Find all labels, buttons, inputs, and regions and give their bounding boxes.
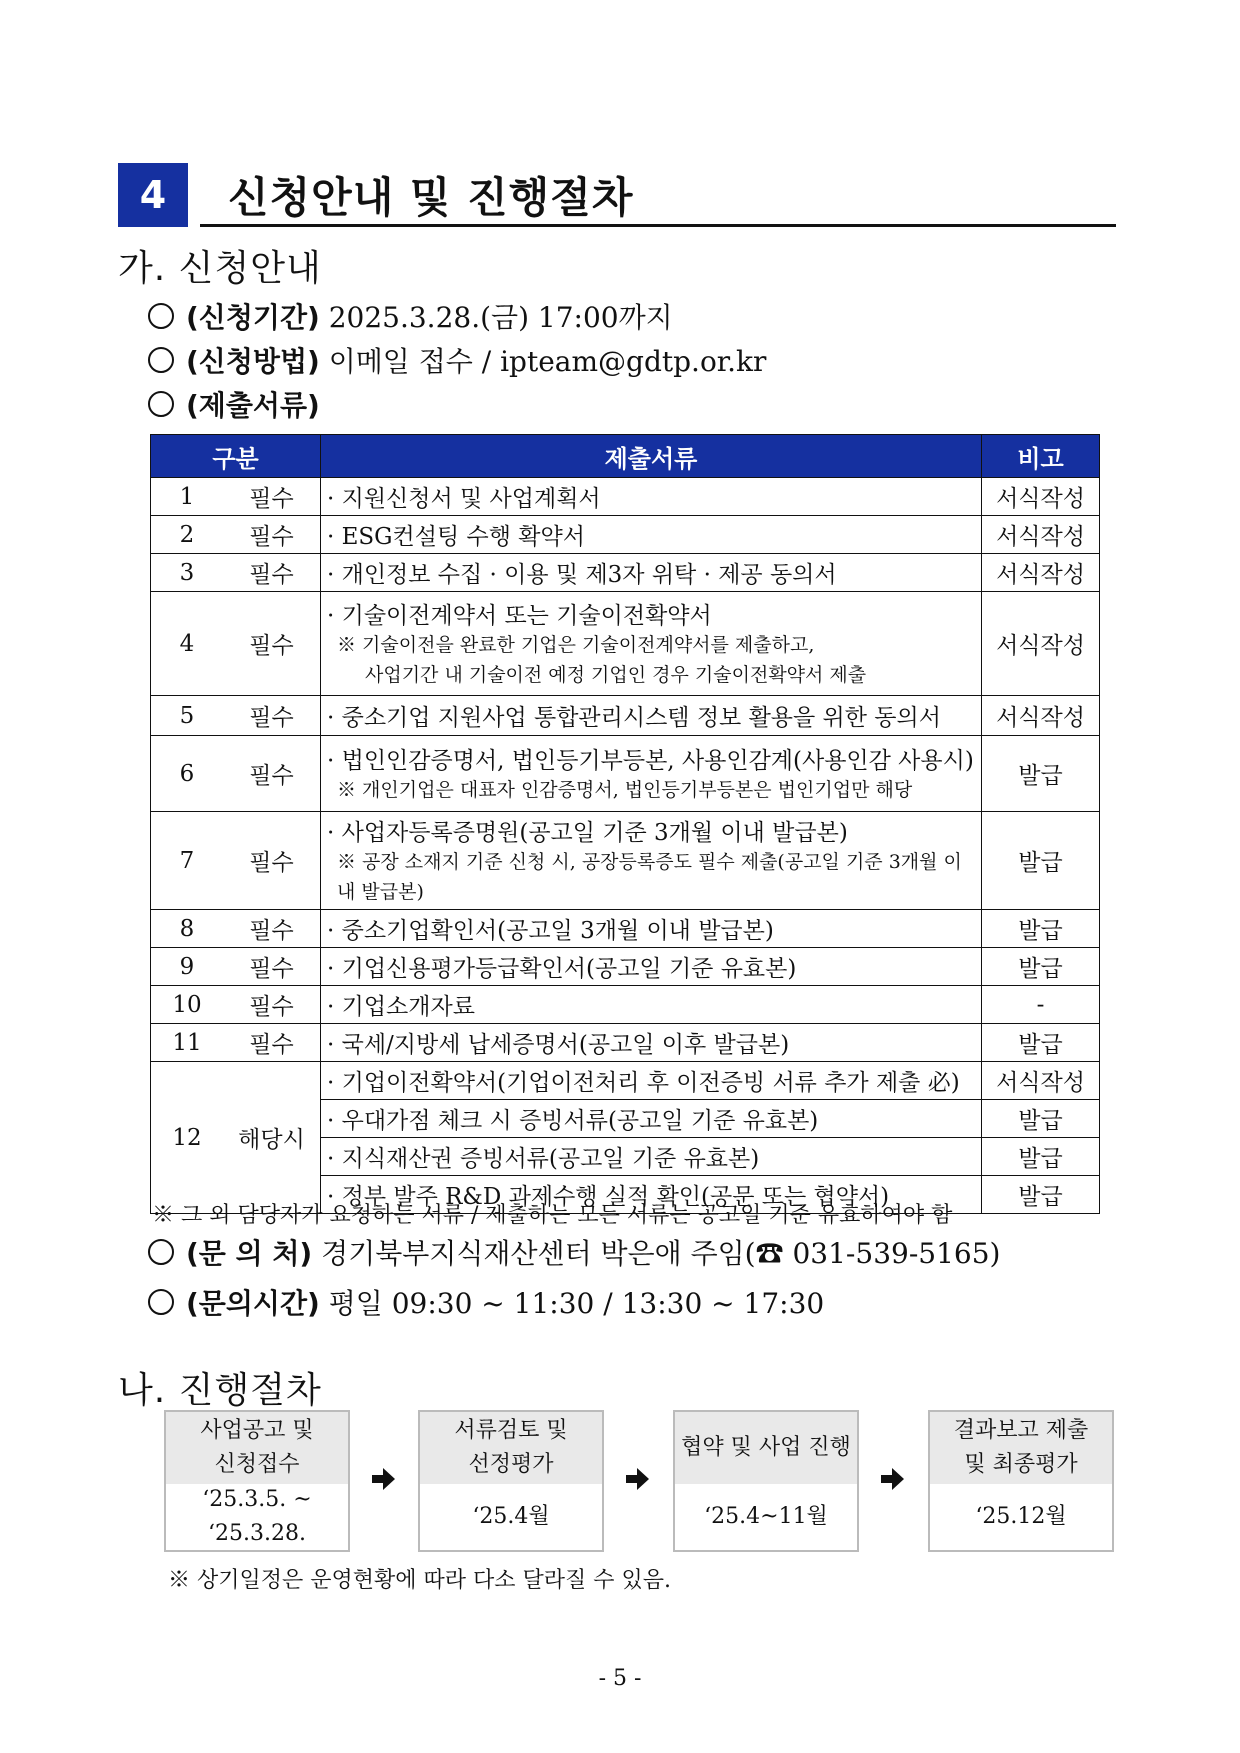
document-name: · 기술이전계약서 또는 기술이전확약서 <box>327 603 712 629</box>
section-title: 신청안내 및 진행절차 <box>228 173 634 222</box>
row-requirement: 필수 <box>223 1024 321 1062</box>
bullet-text: 경기북부지식재산센터 박은애 주임(☎ 031-539-5165) <box>321 1237 1001 1270</box>
row-document <box>321 696 982 736</box>
row-document: · 기업이전확약서(기업이전처리 후 이전증빙 서류 추가 제출 必) <box>321 1062 982 1100</box>
row-requirement: 필수 <box>223 986 321 1024</box>
step-date: ‘25.4월 <box>472 1504 550 1529</box>
table-row <box>151 1062 1100 1100</box>
table-row <box>151 592 1100 696</box>
bullet-contact <box>148 1232 1000 1272</box>
table-row <box>151 554 1100 592</box>
header-documents: 제출서류 <box>321 435 982 478</box>
document-name: · 법인인감증명서, 법인등기부등본, 사용인감계(사용인감 사용시) <box>327 748 974 774</box>
row-number: 6 <box>151 736 224 812</box>
row-document: · 우대가점 체크 시 증빙서류(공고일 기준 유효본) <box>321 1100 982 1138</box>
row-document <box>321 986 982 1024</box>
step-label: 서류검토 및 <box>454 1418 568 1443</box>
row-number: 4 <box>151 592 224 696</box>
row-note: 발급 <box>982 1176 1100 1214</box>
step-label: 협약 및 사업 진행 <box>681 1435 851 1460</box>
row-note: 발급 <box>982 948 1100 986</box>
step-label: 선정평가 <box>468 1452 554 1477</box>
row-number: 11 <box>151 1024 224 1062</box>
row-note: 발급 <box>982 1024 1100 1062</box>
bullet-application-method <box>148 340 766 380</box>
row-requirement: 필수 <box>223 696 321 736</box>
bullet-label: (신청방법) <box>186 345 320 378</box>
document-subnote: 사업기간 내 기술이전 예정 기업인 경우 기술이전확약서 제출 <box>365 664 867 686</box>
table-row <box>151 910 1100 948</box>
bullet-text: 평일 09:30 ~ 11:30 / 13:30 ~ 17:30 <box>328 1287 825 1320</box>
document-name: · 사업자등록증명원(공고일 기준 3개월 이내 발급본) <box>327 820 848 846</box>
row-document <box>321 516 982 554</box>
document-name: · 기업신용평가등급확인서(공고일 기준 유효본) <box>327 956 797 982</box>
document-name: · 기업소개자료 <box>327 994 475 1020</box>
row-number: 9 <box>151 948 224 986</box>
arrow-right-icon <box>624 1466 650 1492</box>
step-date: ‘25.3.5. ~ <box>202 1487 312 1512</box>
row-document: · 지식재산권 증빙서류(공고일 기준 유효본) <box>321 1138 982 1176</box>
bullet-label: (문의시간) <box>186 1287 320 1320</box>
subsection-a-title: 가. 신청안내 <box>118 248 322 289</box>
row-document <box>321 478 982 516</box>
document-subnote: ※ 기술이전을 완료한 기업은 기술이전계약서를 제출하고, <box>337 634 815 656</box>
row-note: 발급 <box>982 1138 1100 1176</box>
row-number: 12 <box>151 1062 224 1214</box>
header-category: 구분 <box>151 435 321 478</box>
process-step-1 <box>164 1410 350 1552</box>
row-document: · 정부 발주 R&D 과제수행 실적 확인(공문 또는 협약서) <box>321 1176 982 1214</box>
row-note: 발급 <box>982 910 1100 948</box>
bullet-label: (문 의 처) <box>186 1237 313 1270</box>
row-number: 7 <box>151 812 224 910</box>
arrow-right-icon <box>879 1466 905 1492</box>
page-number: - 5 - <box>598 1666 642 1691</box>
row-number: 5 <box>151 696 224 736</box>
row-document <box>321 736 982 812</box>
row-number: 3 <box>151 554 224 592</box>
row-requirement: 필수 <box>223 592 321 696</box>
header-note: 비고 <box>982 435 1100 478</box>
bullet-label: (제출서류) <box>186 389 320 422</box>
step-label: 사업공고 및 <box>200 1418 314 1443</box>
row-note: 서식작성 <box>982 592 1100 696</box>
document-name: · 지원신청서 및 사업계획서 <box>327 486 601 512</box>
bullet-text: 이메일 접수 / ipteam@gdtp.or.kr <box>328 345 767 378</box>
bullet-application-period <box>148 296 673 336</box>
process-step-2 <box>418 1410 604 1552</box>
row-number: 2 <box>151 516 224 554</box>
row-number: 8 <box>151 910 224 948</box>
row-document <box>321 812 982 910</box>
document-name: · ESG컨설팅 수행 확약서 <box>327 524 585 550</box>
row-note: 서식작성 <box>982 516 1100 554</box>
table-note: ※ 그 외 담당자가 요청하는 서류 / 제출하는 모든 서류는 공고일 기준 유효하여야 함 <box>152 1203 953 1228</box>
document-name: · 개인정보 수집 · 이용 및 제3자 위탁 · 제공 동의서 <box>327 562 837 588</box>
row-note: 발급 <box>982 1100 1100 1138</box>
table-row <box>151 948 1100 986</box>
table-row <box>151 1024 1100 1062</box>
section-header <box>118 163 1116 227</box>
row-requirement: 필수 <box>223 736 321 812</box>
section-underline <box>200 224 1116 227</box>
circle-bullet-icon <box>148 391 174 417</box>
table-row <box>151 736 1100 812</box>
row-document <box>321 554 982 592</box>
step-label: 결과보고 제출 <box>953 1418 1089 1443</box>
step-date: ‘25.4~11월 <box>704 1504 828 1529</box>
row-requirement: 필수 <box>223 554 321 592</box>
row-document <box>321 910 982 948</box>
circle-bullet-icon <box>148 347 174 373</box>
row-number: 1 <box>151 478 224 516</box>
row-requirement: 필수 <box>223 478 321 516</box>
bullet-text: 2025.3.28.(금) 17:00까지 <box>328 301 673 334</box>
row-note: 발급 <box>982 736 1100 812</box>
row-requirement: 필수 <box>223 910 321 948</box>
row-requirement: 필수 <box>223 812 321 910</box>
row-document <box>321 592 982 696</box>
process-step-4 <box>928 1410 1114 1552</box>
row-note: 서식작성 <box>982 1062 1100 1100</box>
table-row <box>151 986 1100 1024</box>
circle-bullet-icon <box>148 1289 174 1315</box>
circle-bullet-icon <box>148 303 174 329</box>
steps-note: ※ 상기일정은 운영현황에 따라 다소 달라질 수 있음. <box>168 1568 671 1593</box>
documents-table <box>150 434 1100 1214</box>
row-note: 서식작성 <box>982 696 1100 736</box>
document-name: · 국세/지방세 납세증명서(공고일 이후 발급본) <box>327 1032 790 1058</box>
row-number: 10 <box>151 986 224 1024</box>
bullet-documents <box>148 384 320 424</box>
bullet-hours <box>148 1282 824 1322</box>
table-row <box>151 516 1100 554</box>
step-date: ‘25.3.28. <box>208 1521 306 1546</box>
arrow-right-icon <box>370 1466 396 1492</box>
row-document <box>321 948 982 986</box>
table-row <box>151 812 1100 910</box>
process-step-3 <box>673 1410 859 1552</box>
step-label: 신청접수 <box>214 1452 300 1477</box>
section-number: 4 <box>118 163 188 227</box>
step-date: ‘25.12월 <box>975 1504 1067 1529</box>
document-name: · 중소기업확인서(공고일 3개월 이내 발급본) <box>327 918 774 944</box>
table-row <box>151 696 1100 736</box>
document-subnote: ※ 공장 소재지 기준 신청 시, 공장등록증도 필수 제출(공고일 기준 3개월 이내 발급본) <box>337 851 962 903</box>
bullet-label: (신청기간) <box>186 301 320 334</box>
row-note: - <box>982 986 1100 1024</box>
subsection-b-title: 나. 진행절차 <box>118 1370 322 1411</box>
table-row <box>151 478 1100 516</box>
step-label: 및 최종평가 <box>964 1452 1078 1477</box>
row-document <box>321 1024 982 1062</box>
row-note: 발급 <box>982 812 1100 910</box>
circle-bullet-icon <box>148 1239 174 1265</box>
row-note: 서식작성 <box>982 554 1100 592</box>
row-requirement: 필수 <box>223 516 321 554</box>
document-name: · 중소기업 지원사업 통합관리시스템 정보 활용을 위한 동의서 <box>327 705 941 731</box>
document-subnote: ※ 개인기업은 대표자 인감증명서, 법인등기부등본은 법인기업만 해당 <box>337 779 913 801</box>
row-requirement: 해당시 <box>223 1062 321 1214</box>
row-note: 서식작성 <box>982 478 1100 516</box>
row-requirement: 필수 <box>223 948 321 986</box>
